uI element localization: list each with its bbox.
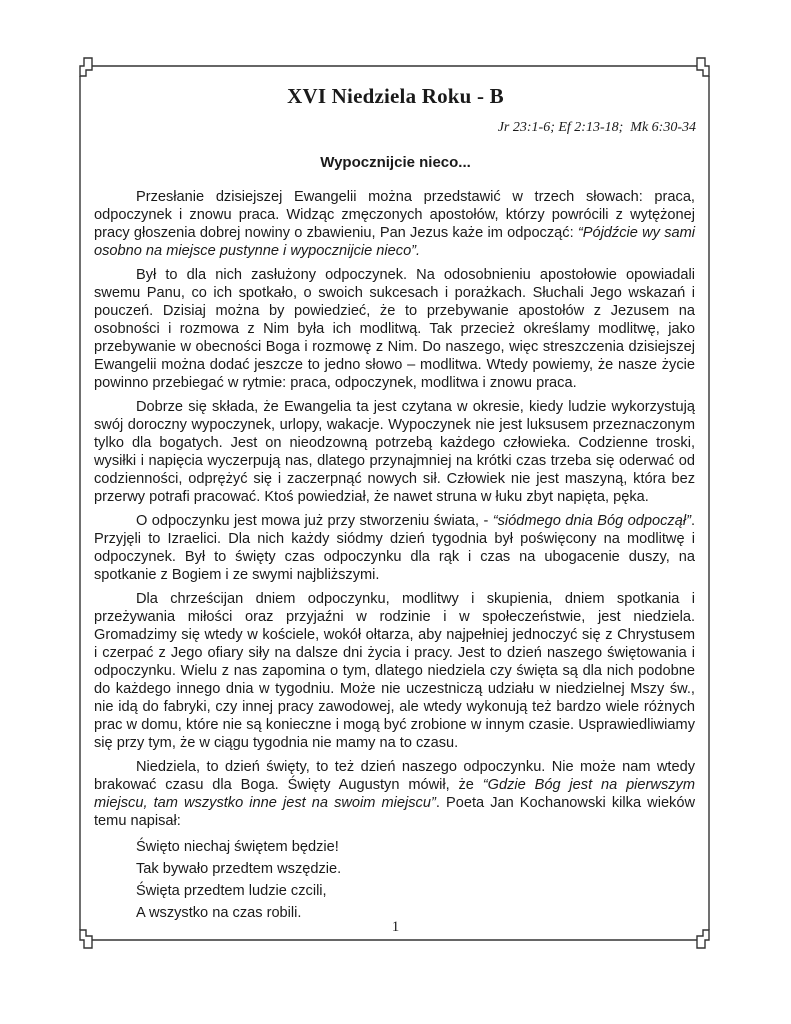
page-title: XVI Niedziela Roku - B — [287, 84, 504, 108]
poem-line: A wszystko na czas robili. — [136, 905, 302, 921]
paragraph-2: Był to dla nich zasłużony odpoczynek. Na odosobnieniu apostołowie opowiadali swemu Panu, co ich spotkało, o swoich sukcesach i porażkach. Słuchali Jego wskazań i pouczeń. Dzisiaj można by powiedzieć, że to przebywanie apostołów z Jezusem na osobności i rozmowa z Nim była ich modlitwą. Tak przecież określamy modlitwę, jako przebywanie w obecności Boga i rozmowę z Nim. Do naszego, więc streszczenia dzisiejszej Ewangelii można dodać jeszcze to jedno słowo – modlitwa. Wtedy powiemy, że nasze życie powinno przebiegać w rytmie: praca, odpoczynek, modlitwa i znowu praca. — [94, 267, 695, 391]
poem — [94, 836, 695, 924]
paragraph-5: Dla chrześcijan dniem odpoczynku, modlitwy i skupienia, dniem spotkania i przeżywania miłości oraz przyjaźni w rodzinie i w społeczeństwie, jest niedziela. Gromadzimy się wtedy w kościele, wokół ołtarza, aby najpełniej jednoczyć się z Chrystusem i czerpać z Jego ofiary siły na dalsze dni życia i pracy. Jest to dzień naszego świętowania i odpoczynku. Wielu z nas zapomina o tym, dlatego niedziela czy święta są dla nich podobne do każdego innego dnia w tygodniu. Może nie uczestniczą udziału w niedzielnej Mszy św., nie idą do fabryki, czy innej pracy zawodowej, ale wtedy wykonują też bardzo wiele różnych prac w domu, które nie są konieczne i mogą być zrobione w innym czasie. Usprawiedliwiamy się przy tym, że w ciągu tygodnia nie mamy na to czasu. — [94, 591, 695, 751]
scripture-references: Jr 23:1-6; Ef 2:13-18; Mk 6:30-34 — [497, 120, 696, 135]
paragraph-1: Przesłanie dzisiejszej Ewangelii można przedstawić w trzech słowach: praca, odpoczynek i znowu praca. Widząc zmęczonych apostołów, którzy powrócili z wytężonej pracy głoszenia dobrej nowiny o zbawieniu, Pan Jezus każe im odpocząć: “Pójdźcie wy sami osobno na miejsce pustynne i wypocznijcie nieco”. — [94, 189, 696, 259]
paragraph-3: Dobrze się składa, że Ewangelia ta jest czytana w okresie, kiedy ludzie wykorzystują swój doroczny wypoczynek, urlopy, wakacje. Wypoczynek nie jest luksusem przeznaczonym tylko dla bogatych. Jest on nieodzowną potrzebą każdego człowieka. Codzienne troski, wysiłki i napięcia wyczerpują nas, dlatego przynajmniej na krótki czas trzeba się oderwać od codzienności, odprężyć się i zaczerpnąć nowych sił. Człowiek nie jest maszyną, która bez przerwy potrafi pracować. Ktoś powiedział, że nawet struna w łuku zbyt napięta, pęka. — [94, 399, 695, 505]
quote-jesus: “Pójdźcie wy sami osobno na miejsce pustynne i wypocznijcie nieco”. — [94, 225, 696, 259]
homily-body — [94, 188, 695, 924]
quote-augustine: “Gdzie Bóg jest na pierwszym miejscu, tam wszystko inne jest na swoim miejscu” — [94, 777, 695, 811]
homily-subtitle: Wypocznijcie nieco... — [320, 154, 471, 171]
paragraph-4: O odpoczynku jest mowa już przy stworzeniu świata, - “siódmego dnia Bóg odpoczął”. Przyjęli to Izraelici. Dla nich każdy siódmy dzień tygodnia był poświęcony na modlitwę i odpoczynek. Był to święty czas odpoczynku dla rąk i czas na ubogacenie duszy, na spotkanie z Bogiem i ze swymi najbliższymi. — [94, 513, 695, 583]
poem-line: Święto niechaj świętem będzie! — [136, 839, 339, 855]
quote-genesis: “siódmego dnia Bóg odpoczął” — [492, 513, 691, 529]
page-number: 1 — [391, 919, 400, 935]
poem-line: Tak bywało przedtem wszędzie. — [136, 861, 342, 877]
paragraph-6: Niedziela, to dzień święty, to też dzień naszego odpoczynku. Nie może nam wtedy brakować czasu dla Boga. Święty Augustyn mówił, że “Gdzie Bóg jest na pierwszym miejscu, tam wszystko inne jest na swoim miejscu”. Poeta Jan Kochanowski kilka wieków temu napisał: — [94, 759, 696, 829]
poem-line: Święta przedtem ludzie czcili, — [136, 883, 327, 899]
